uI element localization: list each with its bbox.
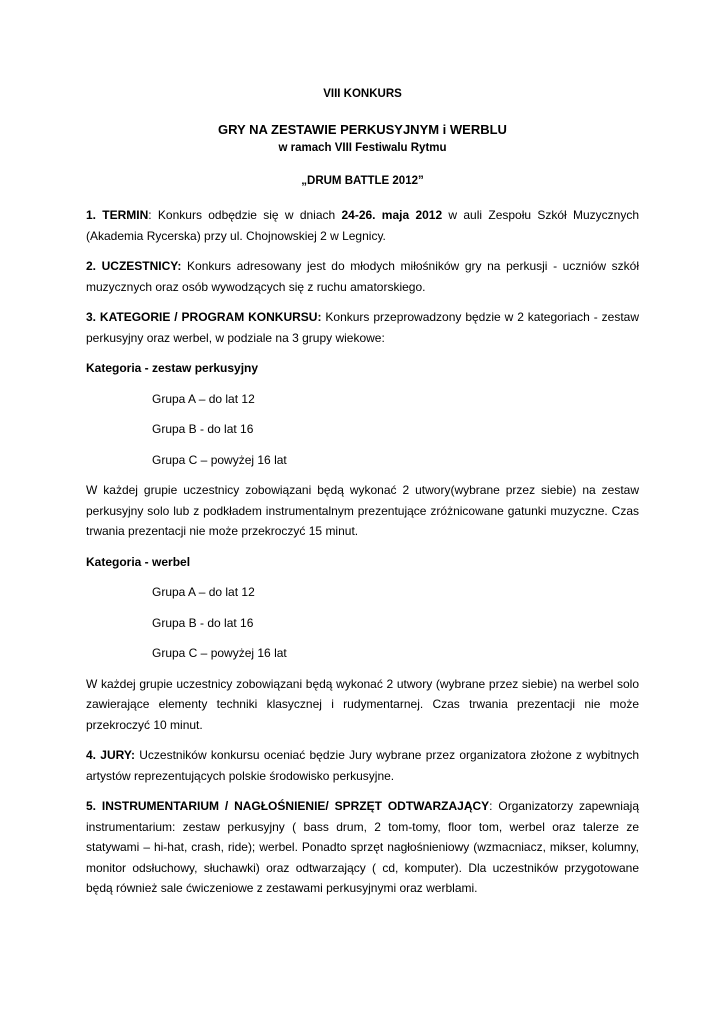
section-termin-text-2: w auli Zespołu Szkół Muzycznych (Akademia Rycerska) przy ul. Chojnowskiej 2 w Legnicy. bbox=[86, 208, 639, 243]
category-drumset-group-b: Grupa B - do lat 16 bbox=[152, 422, 254, 436]
category-snare-text: W każdej grupie uczestnicy zobowiązani będą wykonać 2 utwory (wybrane przez siebie) na werbel solo zawierające elementy techniki klasycznej i rudymentarnej. Czas trwania prezentacji nie może przekroczyć 10 minut. bbox=[86, 676, 639, 732]
section-termin-text-1: : Konkurs odbędzie się w dniach bbox=[148, 208, 342, 222]
title-line-4: „DRUM BATTLE 2012” bbox=[301, 174, 424, 187]
section-instrumentarium-text: : Organizatorzy zapewniają instrumentarium: zestaw perkusyjny ( bass drum, 2 tom-tomy, floor tom, werbel oraz talerze ze statywami – hi-hat, crash, ride); werbel. Ponadto sprzęt nagłośnieniowy (wzmacniacz, mikser, kolumny, monitor odsłuchowy, słuchawki) oraz odtwarzający ( cd, komputer). Dla uczestników przygotowane będą również sale ćwiczeniowe z zestawami perkusyjnymi oraz werblami. bbox=[86, 799, 639, 895]
category-drumset-heading: Kategoria - zestaw perkusyjny bbox=[86, 361, 259, 375]
section-kategorie-label: 3. KATEGORIE / PROGRAM KONKURSU: bbox=[86, 310, 322, 324]
title-line-3: w ramach VIII Festiwalu Rytmu bbox=[278, 142, 447, 154]
category-drumset-group-a: Grupa A – do lat 12 bbox=[152, 391, 255, 406]
category-snare-group-c: Grupa C – powyżej 16 lat bbox=[152, 646, 287, 660]
section-termin-label: 1. TERMIN bbox=[86, 208, 149, 222]
category-drumset-group-c: Grupa C – powyżej 16 lat bbox=[152, 452, 287, 467]
section-instrumentarium-label: 5. INSTRUMENTARIUM / NAGŁOŚNIENIE/ SPRZĘT ODTWARZAJĄCY bbox=[86, 799, 490, 813]
section-kategorie bbox=[86, 307, 639, 348]
section-termin bbox=[86, 205, 639, 246]
section-instrumentarium bbox=[86, 796, 639, 899]
section-jury-label: 4. JURY: bbox=[86, 748, 135, 762]
section-uczestnicy-label: 2. UCZESTNICY: bbox=[86, 259, 182, 273]
section-termin-dates: 24-26. maja 2012 bbox=[341, 208, 443, 222]
category-drumset-text: W każdej grupie uczestnicy zobowiązani będą wykonać 2 utwory(wybrane przez siebie) na zestaw perkusyjny solo lub z podkładem instrumentalnym prezentujące zróżnicowane gatunki muzyczne. Czas trwania prezentacji nie może przekroczyć 15 minut. bbox=[86, 483, 639, 538]
title-line-2: GRY NA ZESTAWIE PERKUSYJNYM i WERBLU bbox=[218, 121, 507, 137]
section-jury-text: Uczestników konkursu oceniać będzie Jury wybrane przez organizatora złożone z wybitnych artystów reprezentujących polskie środowisko perkusyjne. bbox=[86, 748, 639, 783]
document-page bbox=[86, 84, 639, 899]
title-line-1: VIII KONKURS bbox=[323, 88, 402, 100]
category-snare-group-a: Grupa A – do lat 12 bbox=[152, 585, 255, 599]
category-snare-heading: Kategoria - werbel bbox=[86, 554, 191, 569]
category-snare-group-b: Grupa B - do lat 16 bbox=[152, 615, 254, 630]
section-kategorie-text: Konkurs przeprowadzony będzie w 2 kategoriach - zestaw perkusyjny oraz werbel, w podziale na 3 grupy wiekowe: bbox=[86, 310, 640, 345]
section-uczestnicy bbox=[86, 256, 639, 297]
section-jury bbox=[86, 745, 639, 786]
section-uczestnicy-text: Konkurs adresowany jest do młodych miłośników gry na perkusji - uczniów szkół muzycznych oraz osób wywodzących się z ruchu amatorskiego. bbox=[86, 259, 639, 294]
